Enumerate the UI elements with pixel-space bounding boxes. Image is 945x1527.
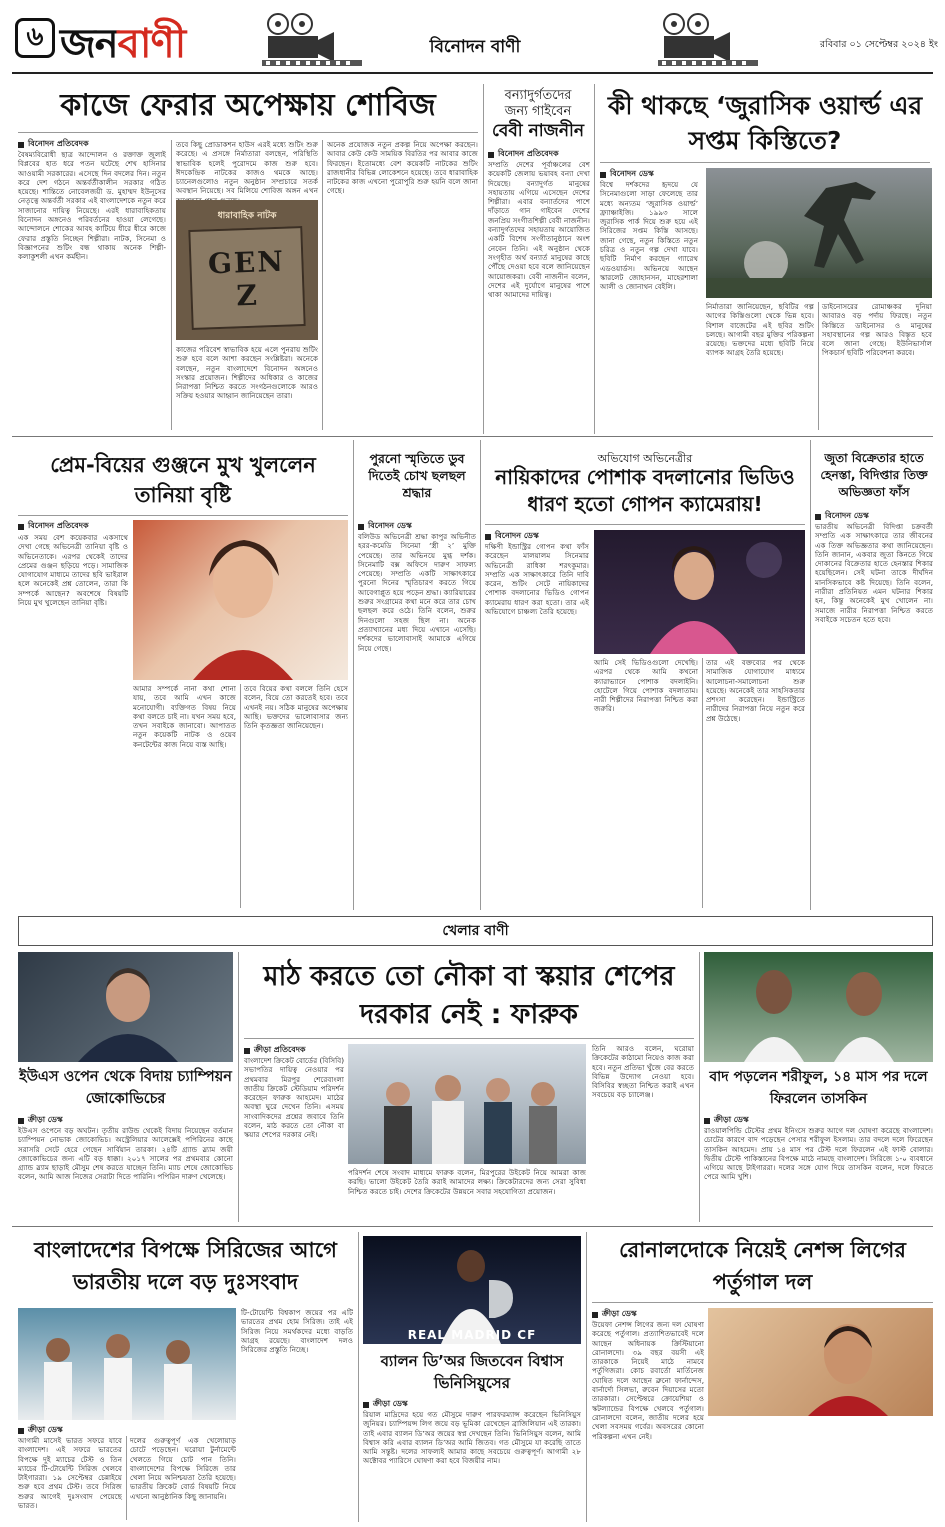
- press-group: [348, 1044, 586, 1164]
- poster-top-text: ধারাবাহিক নাটক: [217, 211, 277, 221]
- story6-byline: বিনোদন ডেস্ক: [485, 530, 539, 543]
- film-reel-icon: [658, 10, 758, 66]
- ronaldo-photo: [708, 1308, 933, 1416]
- story2-headline-line3: বেবী নাজনীন: [491, 121, 585, 141]
- story1-headline: কাজে ফেরার অপেক্ষায় শোবিজ: [60, 88, 436, 123]
- story2-byline: বিনোদন প্রতিবেদক: [488, 148, 559, 161]
- story3-headline: কী থাকছে ‘জুরাসিক ওয়ার্ল্ড এর সপ্তম কিস্তিতে?: [607, 91, 923, 155]
- portrait-silhouette: [133, 520, 348, 680]
- taskin-shoriful-photo: [704, 952, 933, 1062]
- issue-date: রবিবার ০১ সেপ্টেম্বর ২০২৪ ইং: [819, 39, 938, 50]
- sports5-body: রিয়াল মাদ্রিদের হয়ে গত মৌসুমে দারুণ পারফরম্যান্স করেছেন ভিনিসিয়ুস জুনিয়র। চ্যাম্পিয়ন্স লিগ জয়ে বড় ভূমিকা রেখেছেন ব্রাজিলিয়ান এই তারকা। তাই এবার ব্যালন ডি’অর জয়ের স্বপ্ন দেখছেন তিনি। ভিনিসিয়ুস বলেন, আমি বিশ্বাস করি এবার ব্যালন ডি’অর আমি জিতব। গত মৌসুমে যা করেছি তাতে আমি সন্তুষ্ট। দলের সাফল্যই আমার কাছে সবচেয়ে গুরুত্বপূর্ণ। আগামী ২৮ অক্টোবর প্যারিসে ঘোষণা করা হবে বিজয়ীর নাম।: [363, 1410, 581, 1466]
- story2-headline: [488, 88, 588, 142]
- story7-byline: বিনোদন ডেস্ক: [815, 510, 869, 523]
- story1-byline: বিনোদন প্রতিবেদক: [18, 138, 89, 151]
- sports1-headline: ইউএস ওপেন থেকে বিদায় চ্যাম্পিয়ন জোকোভিচের: [19, 1069, 232, 1107]
- section-title: বিনোদন বাণী: [429, 37, 521, 57]
- dinosaur-icon: [706, 168, 932, 298]
- sports-section-banner: [18, 916, 933, 946]
- sports-section-title: খেলার বাণী: [442, 923, 509, 939]
- story2-headline-line2: জন্য গাইবেন: [504, 104, 572, 119]
- sports4-body-1: আগামী মাসেই ভারত সফরে যাবে বাংলাদেশ। এই সফরে ভারতের বিপক্ষে দুই ম্যাচের টেস্ট ও তিন ম্যাচের টি-টোয়েন্টি সিরিজ খেলবে টাইগাররা। ১৯ সেপ্টেম্বর চেন্নাইয়ে শুরু হবে প্রথম টেস্ট। তবে সিরিজ শুরুর আগেই দুঃসংবাদ পেয়েছে ভারত।: [18, 1436, 122, 1511]
- page-number-badge: [15, 18, 55, 58]
- logo-part-1: জন: [60, 21, 118, 67]
- story6-body-2: আমি সেই ভিডিওগুলো দেখেছি। এরপর থেকে আমি কখনো ক্যারাভ্যানে পোশাক বদলাইনি। হোটেলে গিয়ে পোশাক বদলাতাম। নারী শিল্পীদের নিরাপত্তা নিশ্চিত করা জরুরি।: [594, 658, 698, 714]
- film-reel-icon: [262, 10, 362, 66]
- story6-kicker: অভিযোগ অভিনেত্রীর: [597, 452, 693, 465]
- sports2-body-2: পরিদর্শন শেষে সংবাদ মাধ্যমে ফারুক বলেন, মিরপুরের উইকেট নিয়ে আমরা কাজ করছি। ভালো উইকেট তৈরি করাই আমাদের লক্ষ্য। ক্রিকেটারদের জন্য সেরা সুবিধা নিশ্চিত করতে চাই। দেশের ক্রিকেটের উন্নয়নে সবার সহযোগিতা প্রয়োজন।: [348, 1168, 586, 1196]
- story4-byline: বিনোদন প্রতিবেদক: [18, 520, 89, 533]
- sports6-headline: রোনালদোকে নিয়েই নেশন্স লিগের পর্তুগাল দল: [619, 1238, 906, 1294]
- sports1-byline: ক্রীড়া ডেস্ক: [18, 1114, 63, 1127]
- sports4-body-2: দলের গুরুত্বপূর্ণ এক খেলোয়াড় চোটে পড়েছেন। ঘরোয়া টুর্নামেন্টে খেলতে গিয়ে চোট পান তিনি। বাংলাদেশের বিপক্ষে সিরিজে তার খেলা নিয়ে অনিশ্চয়তা তৈরি হয়েছে। ভারতীয় ক্রিকেট বোর্ড বিষয়টি নিয়ে এখনো আনুষ্ঠানিক কিছু জানায়নি।: [130, 1436, 236, 1501]
- djokovic-photo: [18, 952, 233, 1062]
- tania-bristy-photo: [133, 520, 348, 680]
- sports3-body: রাওয়ালপিন্ডি টেস্টের প্রথম ইনিংসে শুরুর আগে দল ঘোষণা করেছে বাংলাদেশ। চোটের কারণে বাদ পড়েছেন পেসার শরীফুল ইসলাম। তার বদলে দলে ফিরেছেন তাসকিন আহমেদ। প্রায় ১৪ মাস পর টেস্ট দলে ফিরলেন এই ফাস্ট বোলার। দ্বিতীয় টেস্টে পাকিস্তানের বিপক্ষে মাঠে নামছে বাংলাদেশ। সিরিজে ১-০ ব্যবধানে এগিয়ে আছে টাইগাররা। দলের সঙ্গে যোগ দিয়ে তাসকিন বলেন, দলে ফিরতে পেরে আমি খুশি।: [704, 1126, 933, 1182]
- poster-board: [188, 226, 305, 330]
- story7-body: ভারতীয় অভিনেত্রী বিদিপ্তা চক্রবর্তী সম্প্রতি এক সাক্ষাৎকারে তার জীবনের এক তিক্ত অভিজ্ঞতার কথা জানিয়েছেন। তিনি জানান, একবার জুতা কিনতে গিয়ে দোকানের বিক্রেতার হাতে হেনস্তার শিকার হয়েছিলেন। সেই ঘটনা তাকে দীর্ঘদিন মানসিকভাবে কষ্ট দিয়েছে। তিনি বলেন, নারীরা প্রতিনিয়ত এমন ঘটনার শিকার হন, কিন্তু অনেকেই মুখ খোলেন না। সমাজে নারীর নিরাপত্তা নিশ্চিত করতে সবাইকে সচেতন হতে হবে।: [815, 522, 933, 624]
- sports2-headline: মাঠ করতে তো নৌকা বা স্কয়ার শেপের দরকার নেই : ফারুক: [263, 961, 675, 1030]
- sports2-byline: ক্রীড়া প্রতিবেদক: [244, 1044, 306, 1057]
- photo-caption: REAL MADRID CF: [407, 1328, 537, 1342]
- sports6-byline: ক্রীড়া ডেস্ক: [592, 1308, 637, 1321]
- sports5-byline: ক্রীড়া ডেস্ক: [363, 1398, 408, 1411]
- story3-body-3: ডাইনোসরের রোমাঞ্চকর দুনিয়া আবারও বড় পর্দায় ফিরছে। নতুন কিস্তিতে ডাইনোসর ও মানুষের সহাবস্থানের গল্প আরও বিস্তৃত হবে বলে জানা গেছে। ইউনিভার্সাল পিকচার্স ছবিটি পরিবেশনা করবে।: [822, 302, 932, 358]
- team-players: [18, 1308, 236, 1420]
- story5-body: বলিউড অভিনেত্রী শ্রদ্ধা কাপুর অভিনীত হরর-কমেডি সিনেমা ‘স্ত্রী ২’ মুক্তি পেয়েছে। তার অভিনয়ে মুগ্ধ দর্শক। সিনেমাটি বক্স অফিসে দারুণ সাফল্য পেয়েছে। সম্প্রতি একটি সাক্ষাৎকারে পুরনো দিনের স্মৃতিচারণ করতে গিয়ে আবেগাপ্লুত হয়ে পড়েন শ্রদ্ধা। ক্যারিয়ারের শুরুর সংগ্রামের কথা মনে করে তার চোখ ছলছল করে ওঠে। তিনি বলেন, শুরুর দিনগুলো সহজ ছিল না। অনেক প্রত্যাখ্যানের মধ্য দিয়ে এখানে এসেছি। দর্শকদের ভালোবাসাই আমাকে এগিয়ে নিয়ে গেছে।: [358, 532, 476, 653]
- india-team-photo: [18, 1308, 236, 1420]
- stage-portrait: [594, 530, 805, 654]
- story3-byline: বিনোদন ডেস্ক: [600, 168, 654, 181]
- story6-body-3: তার এই বক্তব্যের পর থেকে সামাজিক যোগাযোগ মাধ্যমে আলোচনা-সমালোচনা শুরু হয়েছে। অনেকেই তার সাহসিকতার প্রশংসা করেছেন। ইন্ডাস্ট্রিতে নারীদের নিরাপত্তা নিয়ে নতুন করে প্রশ্ন উঠেছে।: [706, 658, 805, 723]
- newspaper-logo: [60, 12, 185, 79]
- story1-body-4: অনেক প্রযোজক নতুন প্রকল্প নিয়ে অপেক্ষা করছেন। আবার কেউ কেউ সাময়িক বিরতির পর আবার কাজে ফিরছেন। ইতোমধ্যে বেশ কয়েকটি নাটকের শুটিং রাজধানীর বিভিন্ন লোকেশনে হয়েছে। তবে ধারাবাহিক নাটকের কাজ এখনো পুরোপুরি শুরু হয়নি বলে জানা গেছে।: [327, 140, 478, 196]
- sports1-body: ইউএস ওপেনে বড় অঘটন। তৃতীয় রাউন্ড থেকেই বিদায় নিয়েছেন বর্তমান চ্যাম্পিয়ন নোভাক জোকোভিচ। অস্ট্রেলিয়ার আলেক্সেই পপিরিনের কাছে সরাসরি সেটে হেরে গেছেন সার্বিয়ান তারকা। ২৪টি গ্র্যান্ড স্ল্যাম জয়ী জোকোভিচের জন্য এটি বড় ধাক্কা। ২০১৭ সালের পর প্রথমবার কোনো গ্র্যান্ড স্ল্যাম ছাড়াই মৌসুম শেষ করতে যাচ্ছেন তিনি। ম্যাচ শেষে জোকোভিচ বলেন, আমি আজ নিজের সেরাটা দিতে পারিনি। পপিরিন দারুণ খেলেছে।: [18, 1126, 233, 1182]
- story2-body: সম্প্রতি দেশের পূর্বাঞ্চলের বেশ কয়েকটি জেলায় ভয়াবহ বন্যা দেখা দিয়েছে। বন্যাদুর্গত মানুষের সহায়তায় এগিয়ে এসেছেন দেশের শিল্পীরা। এবার বন্যার্তদের পাশে দাঁড়াতে গান গাইবেন দেশের জনপ্রিয় সংগীতশিল্পী বেবী নাজনীন। বন্যাদুর্গতদের সহায়তায় আয়োজিত একটি বিশেষ সংগীতানুষ্ঠানে অংশ নেবেন তিনি। এই অনুষ্ঠান থেকে সংগৃহীত অর্থ বন্যার্ত মানুষের কাছে পৌঁছে দেওয়া হবে বলে জানিয়েছেন আয়োজকরা। বেবী নাজনীন বলেন, দেশের এই দুর্যোগে মানুষের পাশে থাকা আমাদের দায়িত্ব।: [488, 160, 590, 300]
- sports6-body-2: [708, 1420, 933, 1520]
- player-portrait: [708, 1308, 933, 1416]
- sports3-byline: ক্রীড়া ডেস্ক: [704, 1114, 749, 1127]
- story7-headline: জুতা বিক্রেতার হাতে হেনস্তা, বিদিপ্তার তিক্ত অভিজ্ঞতা ফাঁস: [820, 451, 928, 499]
- sports2-body-1: বাংলাদেশ ক্রিকেট বোর্ডের (বিসিবি) সভাপতির দায়িত্ব নেওয়ার পর প্রথমবার মিরপুর শেরেবাংলা জাতীয় ক্রিকেট স্টেডিয়াম পরিদর্শন করেছেন ফারুক আহমেদ। মাঠের অবস্থা ঘুরে দেখেন তিনি। এসময় সাংবাদিকদের প্রশ্নের জবাবে তিনি বলেন, মাঠ করতে তো নৌকা বা স্কয়ার শেপের দরকার নেই।: [244, 1056, 344, 1140]
- sports5-headline: ব্যালন ডি’অর জিতবেন বিশ্বাস ভিনিসিয়ুসের: [380, 1352, 564, 1392]
- page-number: ৬: [26, 22, 44, 52]
- player-portrait: [18, 952, 233, 1062]
- bcb-press-photo: [348, 1044, 586, 1164]
- story4-body-3: তবে বিয়ের কথা বললে তিনি হেসে বলেন, বিয়ে তো করতেই হবে। তবে এখনই নয়। সঠিক মানুষের অপেক্ষায় আছি। ভক্তদের ভালোবাসার জন্য তিনি কৃতজ্ঞতা জানিয়েছেন।: [244, 684, 348, 731]
- story1-body-1: বৈষম্যবিরোধী ছাত্র আন্দোলন ও রক্তাক্ত জুলাই বিপ্লবের হাত ধরে পতন ঘটেছে শেখ হাসিনার আওয়ামী সরকারের। এসেছে দিন বদলের দিন। নতুন করে দেশ গঠনে অন্তর্বর্তীকালীন সরকার গঠিত হয়েছে। শান্তিতে নোবেলজয়ী ড. মুহাম্মদ ইউনূসের নেতৃত্বে অন্তর্বর্তী সরকার এই বাংলাদেশকে নতুন করে সাজানোর দায়িত্ব নিয়েছে। এরই ধারাবাহিকতায় বিনোদন অঙ্গনেও পরিবর্তনের হাওয়া লেগেছে। আন্দোলনে শোকের আবহ কাটিয়ে ধীরে ধীরে কাজে ফেরার প্রস্তুতি নিচ্ছেন শিল্পীরা। নাটক, সিনেমা ও বিজ্ঞাপনের শুটিং বন্ধ থাকায় অনেক শিল্পী-কলাকুশলী এখন কর্মহীন।: [18, 150, 166, 262]
- poster-title: GEN Z: [207, 244, 286, 313]
- story2-headline-line1: বন্যাদুর্গতদের: [504, 88, 572, 103]
- story1-body-3: কাজের পরিবেশ স্বাভাবিক হয়ে এলে পুনরায় শুটিং শুরু হবে বলে আশা করছেন সংশ্লিষ্টরা। অনেকে বলছেন, নতুন বাংলাদেশে বিনোদন অঙ্গনেও সংস্কার প্রয়োজন। শিল্পীদের অধিকার ও কাজের নিরাপত্তা নিশ্চিত করতে সংগঠনগুলোকে আরও সক্রিয় হওয়ার আহ্বান জানিয়েছেন তারা।: [176, 345, 318, 401]
- story3-body-1: বিশ্বে দর্শকদের হৃদয়ে যে সিনেমাগুলো সাড়া ফেলেছে তার মধ্যে অন্যতম ‘জুরাসিক ওয়ার্ল্ড’ ফ্র্যাঞ্চাইজি। ১৯৯৩ সালে জুরাসিক পার্ক দিয়ে শুরু হয়ে এই সিরিজের সপ্তম কিস্তি আসছে। জানা গেছে, নতুন কিস্তিতে নতুন চরিত্র ও নতুন গল্প দেখা যাবে। ছবিটি নির্মাণ করছেন গ্যারেথ এডওয়ার্ডস। অভিনয়ে আছেন স্কারলেট জোহানসন, মাহেরশালা আলী ও জোনাথন বেইলি।: [600, 180, 698, 292]
- sports4-body-3: টি-টোয়েন্টি বিশ্বকাপ জয়ের পর এটি ভারতের প্রথম হোম সিরিজ। তাই এই সিরিজ নিয়ে সমর্থকদের মধ্যে বাড়তি আগ্রহ রয়েছে। বাংলাদেশ দলও সিরিজের প্রস্তুতি নিচ্ছে।: [241, 1308, 353, 1355]
- vinicius-trophy-photo: [363, 1236, 581, 1344]
- story4-body-1: এক সময় বেশ কয়েকবার একসাথে দেখা গেছে অভিনেত্রী তানিয়া বৃষ্টি ও অভিনেতাকে। এরপর থেকেই তাদের প্রেমের গুঞ্জন ছড়িয়ে পড়ে। সামাজিক যোগাযোগ মাধ্যমে তাদের ছবি ভাইরাল হলে অনেকেই প্রশ্ন তোলেন, তারা কি সম্পর্কে আছেন? অবশেষে বিষয়টি নিয়ে মুখ খুলেছেন তানিয়া বৃষ্টি।: [18, 533, 128, 608]
- story6-headline: নায়িকাদের পোশাক বদলানোর ভিডিও ধারণ হতো গোপন ক্যামেরায়!: [495, 465, 795, 516]
- sports3-headline: বাদ পড়লেন শরীফুল, ১৪ মাস পর দলে ফিরলেন তাসকিন: [709, 1069, 928, 1107]
- radhika-sarathkumar-photo: [594, 530, 805, 654]
- sports2-body-3: তিনি আরও বলেন, ঘরোয়া ক্রিকেটের কাঠামো নিয়েও কাজ করা হবে। নতুন প্রতিভা খুঁজে বের করতে বিভিন্ন উদ্যোগ নেওয়া হবে। বিসিবির স্বচ্ছতা নিশ্চিত করাই এখন সবচেয়ে বড় চ্যালেঞ্জ।: [592, 1044, 694, 1100]
- players-portrait: [704, 952, 933, 1062]
- sports4-byline: ক্রীড়া ডেস্ক: [18, 1424, 63, 1437]
- story5-byline: বিনোদন ডেস্ক: [358, 520, 412, 533]
- logo-part-2: বাণী: [117, 21, 186, 67]
- story1-body-2: তবে কিছু প্রোডাকশন হাউস এরই মধ্যে শুটিং শুরু করেছে। এ প্রসঙ্গে নির্মাতারা বলছেন, পরিস্থিতি স্বাভাবিক হলেই পুরোদমে কাজ শুরু হবে। ঈদকেন্দ্রিক নাটকের কাজও থমকে আছে। চ্যানেলগুলোও নতুন অনুষ্ঠান সম্প্রচারে সতর্ক অবস্থান নিয়েছে। সব মিলিয়ে শোবিজ অঙ্গন এখন: [176, 140, 318, 196]
- sports6-body: উয়েফা নেশন্স লিগের জন্য দল ঘোষণা করেছে পর্তুগাল। প্রত্যাশিতভাবেই দলে আছেন অধিনায়ক ক্রিস্টিয়ানো রোনালদো। ৩৯ বছর বয়সী এই তারকাকে নিয়েই মাঠে নামবে পর্তুগিজরা। কোচ রবার্তো মার্তিনেজ ঘোষিত দলে আছেন ব্রুনো ফার্নান্দেস, বার্নার্দো সিলভা, রুবেন দিয়াসের মতো তারকারা। সেপ্টেম্বরে ক্রোয়েশিয়া ও স্কটল্যান্ডের বিপক্ষে খেলবে পর্তুগাল। রোনালদো বলেন, জাতীয় দলের হয়ে খেলা সবসময় গর্বের। অবসরের কোনো পরিকল্পনা এখন নেই।: [592, 1320, 704, 1441]
- story3-body-2: নির্মাতারা জানিয়েছেন, ছবিটির গল্প আগের কিস্তিগুলো থেকে ভিন্ন হবে। বিশাল বাজেটের এই ছবির শুটিং চলছে। আগামী বছর মুক্তির পরিকল্পনা রয়েছে। ভক্তদের মধ্যে ছবিটি নিয়ে ব্যাপক আগ্রহ তৈরি হয়েছে।: [706, 302, 814, 358]
- sports4-headline: বাংলাদেশের বিপক্ষে সিরিজের আগে ভারতীয় দলে বড় দুঃসংবাদ: [34, 1238, 337, 1294]
- genz-drama-poster: [176, 200, 318, 340]
- jurassic-world-photo: [706, 168, 932, 298]
- story4-headline: প্রেম-বিয়ের গুঞ্জনে মুখ খুললেন তানিয়া বৃষ্টি: [50, 453, 316, 507]
- masthead: [0, 0, 945, 78]
- story4-body-2: আমার সম্পর্কে নানা কথা শোনা যায়, তবে আমি এখন কাজে মনোযোগী। ব্যক্তিগত বিষয় নিয়ে কথা বলতে চাই না। যখন সময় হবে, তখন সবাইকে জানাবো। আপাতত নতুন কয়েকটি নাটক ও ওয়েব কনটেন্টের কাজ নিয়ে ব্যস্ত আছি।: [133, 684, 236, 749]
- story5-headline: পুরনো স্মৃতিতে ডুব দিতেই চোখ ছলছল শ্রদ্ধার: [368, 451, 466, 500]
- story6-body-1: দক্ষিণী ইন্ডাস্ট্রির গোপন কথা ফাঁস করেছেন মালয়ালম সিনেমার অভিনেত্রী রাধিকা শরৎকুমার। সম্প্রতি এক সাক্ষাৎকারে তিনি দাবি করেন, শুটিং সেটে নায়িকাদের পোশাক বদলানোর ভিডিও গোপন ক্যামেরায় ধারণ করা হতো। তার এই অভিযোগে চাঞ্চল্য তৈরি হয়েছে।: [485, 542, 589, 617]
